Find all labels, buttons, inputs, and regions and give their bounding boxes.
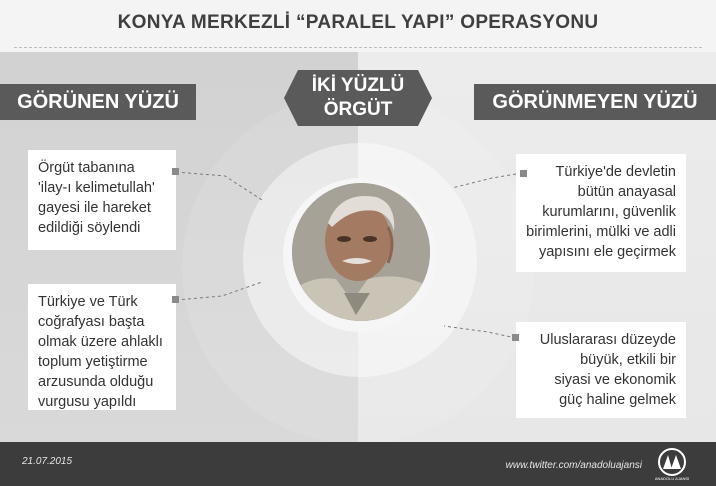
text-line: güç haline gelmek [559,392,676,408]
center-title-line2: ÖRGÜT [323,99,393,120]
text-line: Uluslararası düzeyde [539,332,676,348]
center-title [284,74,432,122]
text-line: büyük, etkili bir [580,352,676,368]
text-line: Türkiye'de devletin [555,164,676,180]
text-line: siyasi ve ekonomik [554,372,676,388]
page-title: KONYA MERKEZLİ “PARALEL YAPI” OPERASYONU [117,12,599,33]
hidden-item-1 [516,154,686,272]
bullet-marker [520,170,527,177]
text-line: edildiği söylendi [38,220,141,236]
twitter-link[interactable]: www.twitter.com/anadoluajansi [505,460,642,471]
visible-item-1 [28,150,176,250]
text-line: birimlerini, mülki ve adli [526,224,676,240]
text-line: Türkiye ve Türk [38,294,138,310]
bullet-marker [512,334,519,341]
text-line: arzusunda olduğu [38,374,154,390]
text-line: gayesi ile hareket [38,200,151,216]
anadolu-agency-logo [655,447,689,481]
publish-date: 21.07.2015 [22,456,73,467]
text-line: toplum yetiştirme [38,354,148,370]
text-line: vurgusu yapıldı [38,394,137,410]
logo-text: ANADOLU AJANSI [655,476,689,481]
text-line: coğrafyası başta [38,314,145,330]
bullet-marker [172,296,179,303]
text-line: Örgüt tabanına [38,160,135,176]
portrait-photo [292,183,430,321]
bullet-marker [172,168,179,175]
visible-item-2 [28,284,176,410]
text-line: kurumlarını, güvenlik [542,204,676,220]
hidden-item-2 [516,322,686,418]
text-line: 'ilay-ı kelimetullah' [38,180,155,196]
hidden-face-label: GÖRÜNMEYEN YÜZÜ [474,84,716,120]
text-line: yapısını ele geçirmek [538,244,676,260]
text-line: olmak üzere ahlaklı [38,334,163,350]
text-line: bütün anayasal [577,184,676,200]
center-title-line1: İKİ YÜZLÜ [311,75,405,96]
visible-face-label: GÖRÜNEN YÜZÜ [0,84,196,120]
